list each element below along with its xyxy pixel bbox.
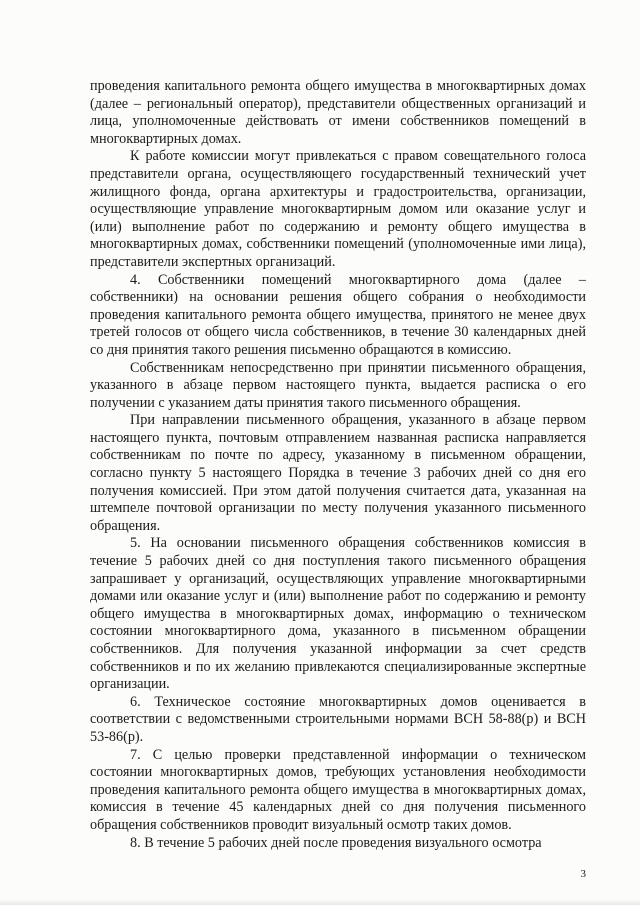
paragraph-4: Собственникам непосредственно при принятии письменного обращения, указанного в абзаце первом настоящего пункта, выдается расписка о его получении с указанием даты принятия такого письменного обращения. xyxy=(90,359,586,411)
paragraph-8: 7. С целью проверки представленной информации о техническом состоянии многоквартирных домов, требующих установления необходимости проведения капитального ремонта общего имущества в многоквартирных домах, комиссия в течение 45 календарных дней со дня получения письменного обращения собственников проводит визуальный осмотр таких домов. xyxy=(90,746,586,833)
page-number: 3 xyxy=(580,868,586,880)
paragraph-7: 6. Техническое состояние многоквартирных домов оценивается в соответствии с ведомственными строительными нормами ВСН 58-88(р) и ВСН 53-86(р). xyxy=(90,693,586,745)
scan-edge-shadow xyxy=(0,899,640,905)
paragraph-2: К работе комиссии могут привлекаться с правом совещательного голоса представители органа, осуществляющего государственный технический учет жилищного фонда, органа архитектуры и градостроительства, организации, осуществляющие управление многоквартирным домом или оказание услуг и (или) выполнение работ по содержанию и ремонту общего имущества в многоквартирных домах, собственники помещений (уполномоченные ими лица), представители экспертных организаций. xyxy=(90,148,586,270)
paragraph-3: 4. Собственники помещений многоквартирного дома (далее – собственники) на основании решения общего собрания о необходимости проведения капитального ремонта общего имущества, принятого не менее двух третей голосов от общего числа собственников, в течение 30 календарных дней со дня принятия такого решения письменно обращаются в комиссию. xyxy=(90,271,586,358)
paragraph-5: При направлении письменного обращения, указанного в абзаце первом настоящего пункта, почтовым отправлением названная расписка направляется собственникам по почте по адресу, указанному в письменном обращении, согласно пункту 5 настоящего Порядка в течение 3 рабочих дней со дня его получения комиссией. При этом датой получения считается дата, указанная на штемпеле почтовой организации по месту получения указанного письменного обращения. xyxy=(90,412,586,534)
paragraph-1: проведения капитального ремонта общего имущества в многоквартирных домах (далее – региональный оператор), представители общественных организаций и лица, уполномоченные действовать от имени собственников помещений в многоквартирных домах. xyxy=(90,78,586,147)
paragraph-6: 5. На основании письменного обращения собственников комиссия в течение 5 рабочих дней со дня поступления такого письменного обращения запрашивает у организаций, осуществляющих управление многоквартирными домами или оказание услуг и (или) выполнение работ по содержанию и ремонту общего имущества в многоквартирных домах, информацию о техническом состоянии многоквартирного дома, указанного в письменном обращении собственников. Для получения указанной информации за счет средств собственников и по их желанию привлекаются специализированные экспертные организации. xyxy=(90,535,586,693)
document-body xyxy=(90,78,586,852)
paragraph-9: 8. В течение 5 рабочих дней после проведения визуального осмотра xyxy=(130,834,542,851)
